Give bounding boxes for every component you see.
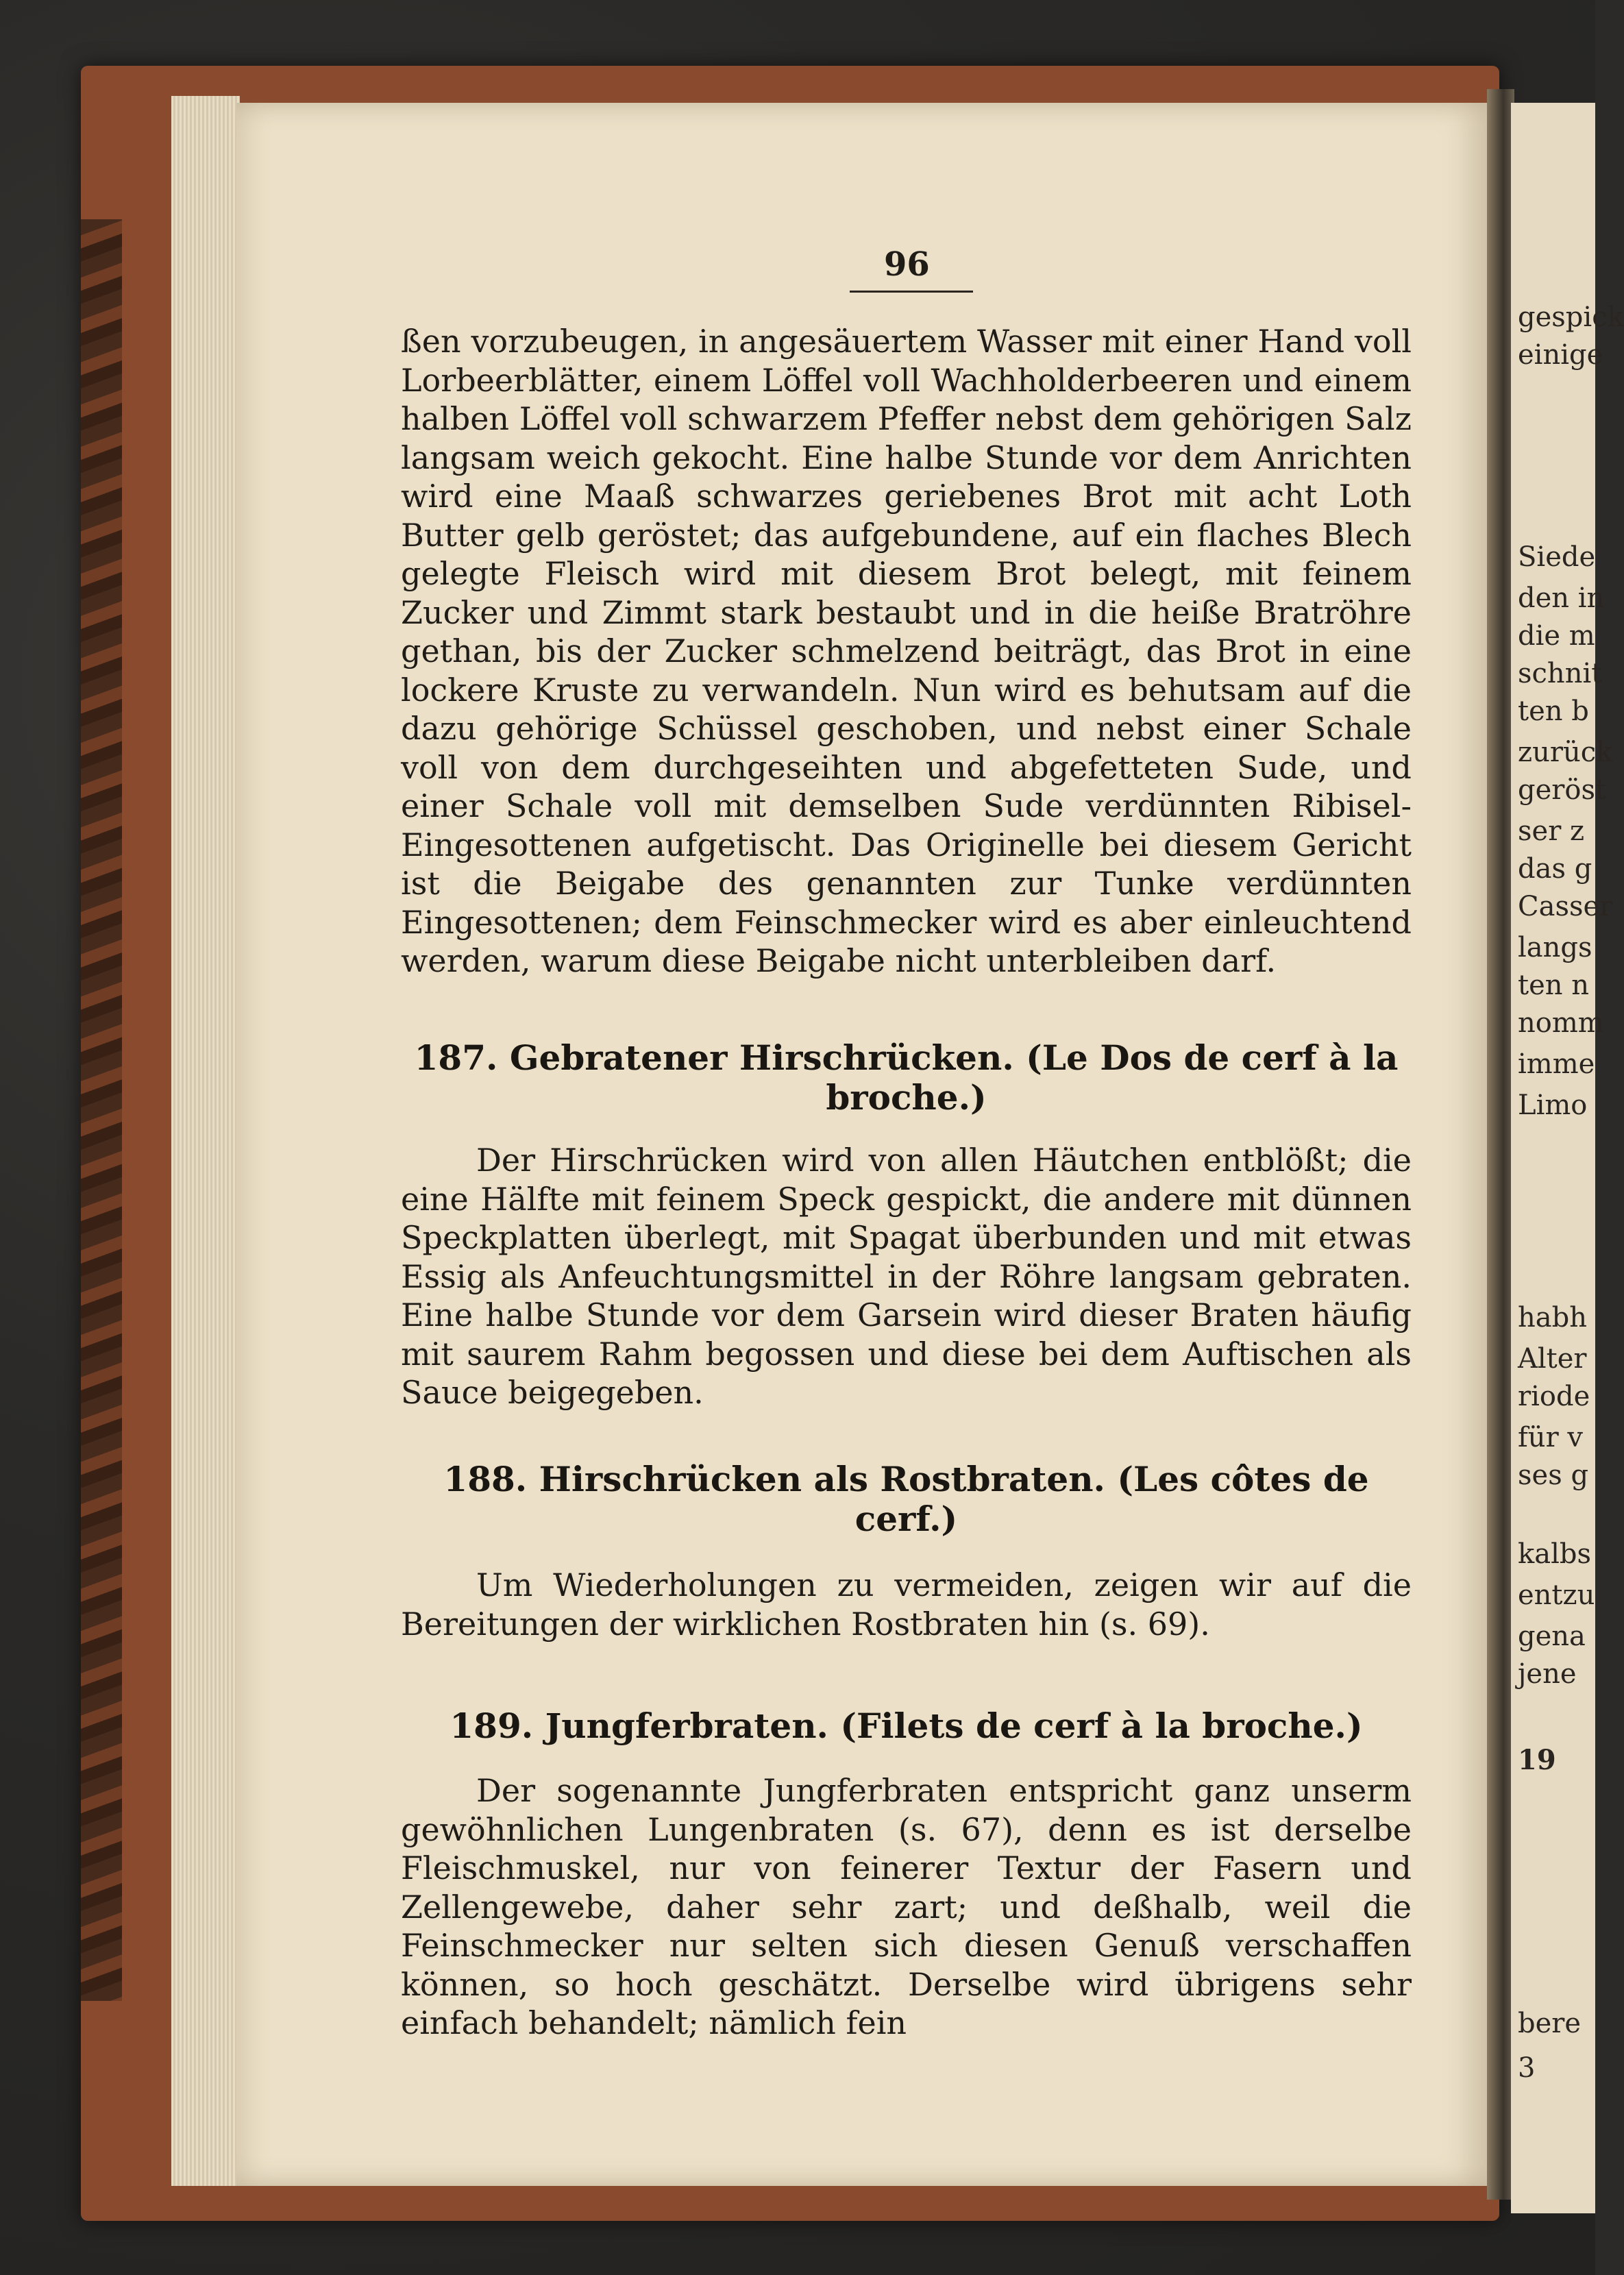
- heading-title: Gebratener Hirschrücken.: [509, 1037, 1014, 1078]
- facing-page-text: jene: [1518, 1658, 1577, 1690]
- facing-page-text: ten n: [1518, 970, 1589, 1001]
- facing-page-text: habh: [1518, 1302, 1587, 1333]
- facing-page-text: kalbs: [1518, 1538, 1592, 1570]
- facing-page-text: nomm: [1518, 1007, 1604, 1039]
- heading-title: Jungferbraten.: [545, 1706, 828, 1746]
- facing-page-text: geröst: [1518, 774, 1607, 806]
- facing-page-text: ser z: [1518, 815, 1585, 847]
- facing-page-text: schnit: [1518, 658, 1603, 689]
- paragraph-188: Um Wiederholungen zu vermeiden, zeigen wir auf die Bereitungen der wirklichen Rostbraten hin (s. 69).: [401, 1566, 1412, 1643]
- facing-page-text: bere: [1518, 2008, 1582, 2039]
- paragraph-187: Der Hirschrücken wird von allen Häutchen entblößt; die eine Hälfte mit feinem Speck gespickt, die andere mit dünnen Speckplatten überlegt, mit Spagat überbunden und mit etwas Essig als Anfeuchtungsmittel in der Röhre langsam gebraten. Eine halbe Stunde vor dem Garsein wird dieser Braten häufig mit saurem Rahm begossen und diese bei dem Auftischen als Sauce beigegeben.: [401, 1142, 1412, 1411]
- facing-page-text: 3: [1518, 2052, 1536, 2084]
- facing-page-text: einige: [1518, 339, 1603, 371]
- page-edges: [171, 96, 240, 2186]
- page-number-rule: [850, 291, 973, 293]
- page-number: 96: [884, 245, 930, 284]
- facing-page-text: entzu: [1518, 1579, 1595, 1611]
- facing-page-text: langs: [1518, 932, 1592, 963]
- heading-189: [401, 1706, 1412, 1746]
- facing-page-text: gespick: [1518, 302, 1624, 333]
- paragraph-189: Der sogenannte Jungferbraten entspricht ganz unserm gewöhnlichen Lungenbraten (s. 67), denn es ist derselbe Fleischmuskel, nur von feinerer Textur der Fasern und Zellengewebe, daher sehr zart; und deßhalb, weil die Feinschmecker nur selten sich diesen Genuß verschaffen können, so hoch geschätzt. Derselbe wird übrigens sehr einfach behandelt; nämlich fein: [401, 1772, 1412, 2041]
- facing-page-text: Limo: [1518, 1090, 1588, 1121]
- heading-title: Hirschrücken als Rostbraten.: [539, 1459, 1105, 1499]
- facing-page-text: Alter: [1518, 1343, 1587, 1375]
- facing-page-text: für v: [1518, 1422, 1583, 1453]
- heading-french: (Filets de cerf à la broche.): [840, 1706, 1363, 1746]
- facing-page-text: die m: [1518, 620, 1595, 652]
- facing-page: [1511, 103, 1595, 2213]
- facing-page-text: imme: [1518, 1048, 1595, 1080]
- facing-page-text: gena: [1518, 1621, 1586, 1652]
- facing-page-text: das g: [1518, 853, 1592, 885]
- facing-page-text: riode: [1518, 1381, 1590, 1412]
- facing-page-text: Siede: [1518, 541, 1596, 573]
- facing-page-text: ses g: [1518, 1460, 1589, 1491]
- book-gutter: [1487, 89, 1514, 2200]
- paragraph-continuation: ßen vorzubeugen, in angesäuertem Wasser mit einer Hand voll Lorbeerblätter, einem Löffel voll Wachholderbeeren und einem halben Löffel voll schwarzem Pfeffer nebst dem gehörigen Salz langsam weich gekocht. Eine halbe Stunde vor dem Anrichten wird eine Maaß schwarzes geriebenes Brot mit acht Loth Butter gelb geröstet; das aufgebundene, auf ein flaches Blech gelegte Fleisch wird mit diesem Brot belegt, mit feinem Zucker und Zimmt stark bestaubt und in die heiße Bratröhre gethan, bis der Zucker schmelzend beiträgt, das Brot in eine lockere Kruste zu verwandeln. Nun wird es behutsam auf die dazu gehörige Schüssel geschoben, und nebst einer Schale voll von dem durchgeseihten und abgefetteten Sude, und einer Schale voll mit demselben Sude verdünnten Ribisel-Eingesottenen aufgetischt. Das Originelle bei diesem Gericht ist die Beigabe des genannten zur Tunke verdünnten Eingesottenen; dem Feinschmecker wird es aber einleuchtend werden, warum diese Beigabe nicht unterbleiben darf.: [401, 323, 1412, 979]
- facing-page-text: zurück: [1518, 737, 1613, 768]
- heading-number: 189.: [450, 1706, 534, 1746]
- heading-number: 188.: [443, 1459, 528, 1499]
- marbled-cover-edge: [81, 219, 122, 2001]
- heading-number: 187.: [414, 1037, 498, 1078]
- heading-188: [401, 1460, 1412, 1539]
- heading-187: [401, 1038, 1412, 1118]
- facing-page-text: 19: [1518, 1744, 1556, 1776]
- facing-page-text: ten b: [1518, 696, 1589, 727]
- heading-french: (Le Dos de cerf à la broche.): [826, 1037, 1399, 1118]
- facing-page-text: Casser: [1518, 891, 1613, 922]
- facing-page-text: den in: [1518, 582, 1605, 614]
- heading-french: (Les côtes de cerf.): [854, 1459, 1369, 1539]
